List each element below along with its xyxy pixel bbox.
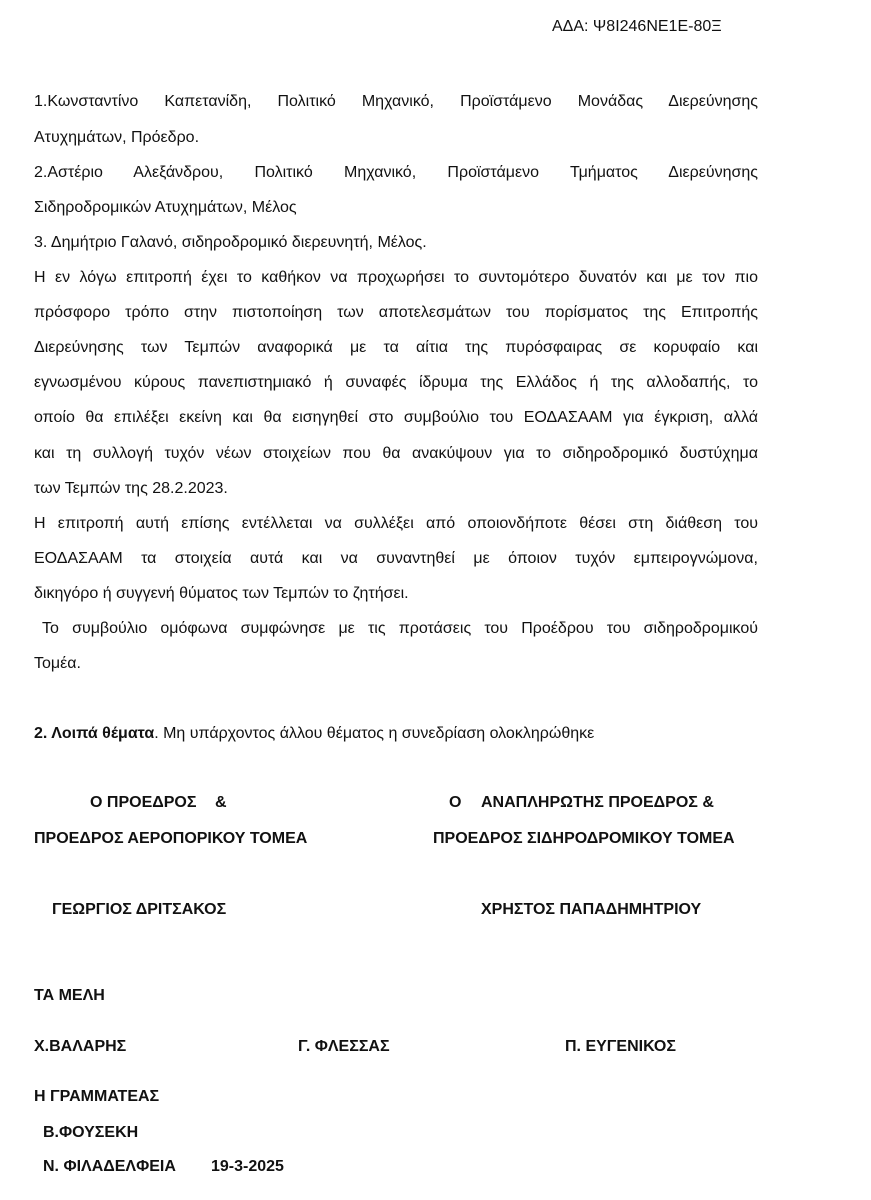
paragraph-line: οποίο θα επιλέξει εκείνη και θα εισηγηθεί στο συμβούλιο του ΕΟΔΑΣΑΑΜ για έγκριση, αλλά bbox=[34, 409, 758, 427]
member-line: 3. Δημήτριο Γαλανό, σιδηροδρομικό διερευνητή, Μέλος. bbox=[34, 233, 427, 251]
ada-code: ΑΔΑ: Ψ8Ι246ΝΕ1Ε-80Ξ bbox=[552, 18, 722, 35]
paragraph-line: Διερεύνησης των Τεμπών αναφορικά με τα αίτια της πυρόσφαιρας σε κορυφαίο και bbox=[34, 339, 758, 357]
member-name: Γ. ΦΛΕΣΣΑΣ bbox=[298, 1038, 390, 1055]
blank-line bbox=[34, 681, 758, 716]
other-matters-text: . Μη υπάρχοντος άλλου θέματος η συνεδρίαση ολοκληρώθηκε bbox=[154, 725, 595, 743]
president-ampersand: & bbox=[215, 794, 227, 811]
paragraph-line: πρόσφορο τρόπο στην πιστοποίηση των αποτελεσμάτων του πορίσματος της Επιτροπής bbox=[34, 304, 758, 322]
member-name: Χ.ΒΑΛΑΡΗΣ bbox=[34, 1038, 127, 1055]
deputy-article: Ο bbox=[449, 794, 462, 811]
member-line: Ατυχημάτων, Πρόεδρο. bbox=[34, 128, 200, 146]
paragraph-line: Η επιτροπή αυτή επίσης εντέλλεται να συλλέξει από οποιονδήποτε θέσει στη διάθεση του bbox=[34, 514, 758, 532]
president-title: Ο ΠΡΟΕΔΡΟΣ bbox=[90, 794, 197, 811]
member-name: Π. ΕΥΓΕΝΙΚΟΣ bbox=[565, 1038, 676, 1055]
president-subtitle: ΠΡΟΕΔΡΟΣ ΑΕΡΟΠΟΡΙΚΟΥ ΤΟΜΕΑ bbox=[34, 830, 308, 847]
paragraph-line: Το συμβούλιο ομόφωνα συμφώνησε με τις προτάσεις του Προέδρου του σιδηροδρομικού bbox=[42, 620, 758, 638]
members-heading: ΤΑ ΜΕΛΗ bbox=[34, 987, 105, 1004]
other-matters-line bbox=[34, 716, 758, 751]
secretary-name: Β.ΦΟΥΣΕΚΗ bbox=[43, 1124, 139, 1141]
paragraph-line: εγνωσμένου κύρους πανεπιστημιακό ή συναφές ίδρυμα της Ελλάδος ή της αλλοδαπής, το bbox=[34, 374, 758, 392]
paragraph-line: και τη συλλογή τυχόν νέων στοιχείων που θα ανακύψουν για το σιδηροδρομικό δυστύχημα bbox=[34, 444, 758, 462]
secretary-heading: Η ΓΡΑΜΜΑΤΕΑΣ bbox=[34, 1088, 160, 1105]
paragraph-line: των Τεμπών της 28.2.2023. bbox=[34, 479, 228, 497]
decision-body bbox=[34, 84, 758, 751]
paragraph-line: Τομέα. bbox=[34, 655, 81, 673]
paragraph-line: δικηγόρο ή συγγενή θύματος των Τεμπών το ζητήσει. bbox=[34, 584, 409, 602]
deputy-name: ΧΡΗΣΤΟΣ ΠΑΠΑΔΗΜΗΤΡΙΟΥ bbox=[481, 901, 702, 918]
signing-place: Ν. ΦΙΛΑΔΕΛΦΕΙΑ bbox=[43, 1158, 176, 1175]
signing-date: 19-3-2025 bbox=[211, 1158, 284, 1175]
member-line: Σιδηροδρομικών Ατυχημάτων, Μέλος bbox=[34, 198, 297, 216]
member-line: 1.Κωνσταντίνο Καπετανίδη, Πολιτικό Μηχανικό, Προϊστάμενο Μονάδας Διερεύνησης bbox=[34, 93, 758, 111]
paragraph-line: ΕΟΔΑΣΑΑΜ τα στοιχεία αυτά και να συναντηθεί με όποιον τυχόν εμπειρογνώμονα, bbox=[34, 549, 758, 567]
deputy-title: ΑΝΑΠΛΗΡΩΤΗΣ ΠΡΟΕΔΡΟΣ & bbox=[481, 794, 714, 811]
other-matters-heading: 2. Λοιπά θέματα bbox=[34, 725, 155, 743]
deputy-subtitle: ΠΡΟΕΔΡΟΣ ΣΙΔΗΡΟΔΡΟΜΙΚΟΥ ΤΟΜΕΑ bbox=[433, 830, 735, 847]
paragraph-line: Η εν λόγω επιτροπή έχει το καθήκον να προχωρήσει το συντομότερο δυνατόν και με τον πιο bbox=[34, 268, 758, 286]
president-name: ΓΕΩΡΓΙΟΣ ΔΡΙΤΣΑΚΟΣ bbox=[52, 901, 227, 918]
member-line: 2.Αστέριο Αλεξάνδρου, Πολιτικό Μηχανικό, Προϊστάμενο Τμήματος Διερεύνησης bbox=[34, 163, 758, 181]
